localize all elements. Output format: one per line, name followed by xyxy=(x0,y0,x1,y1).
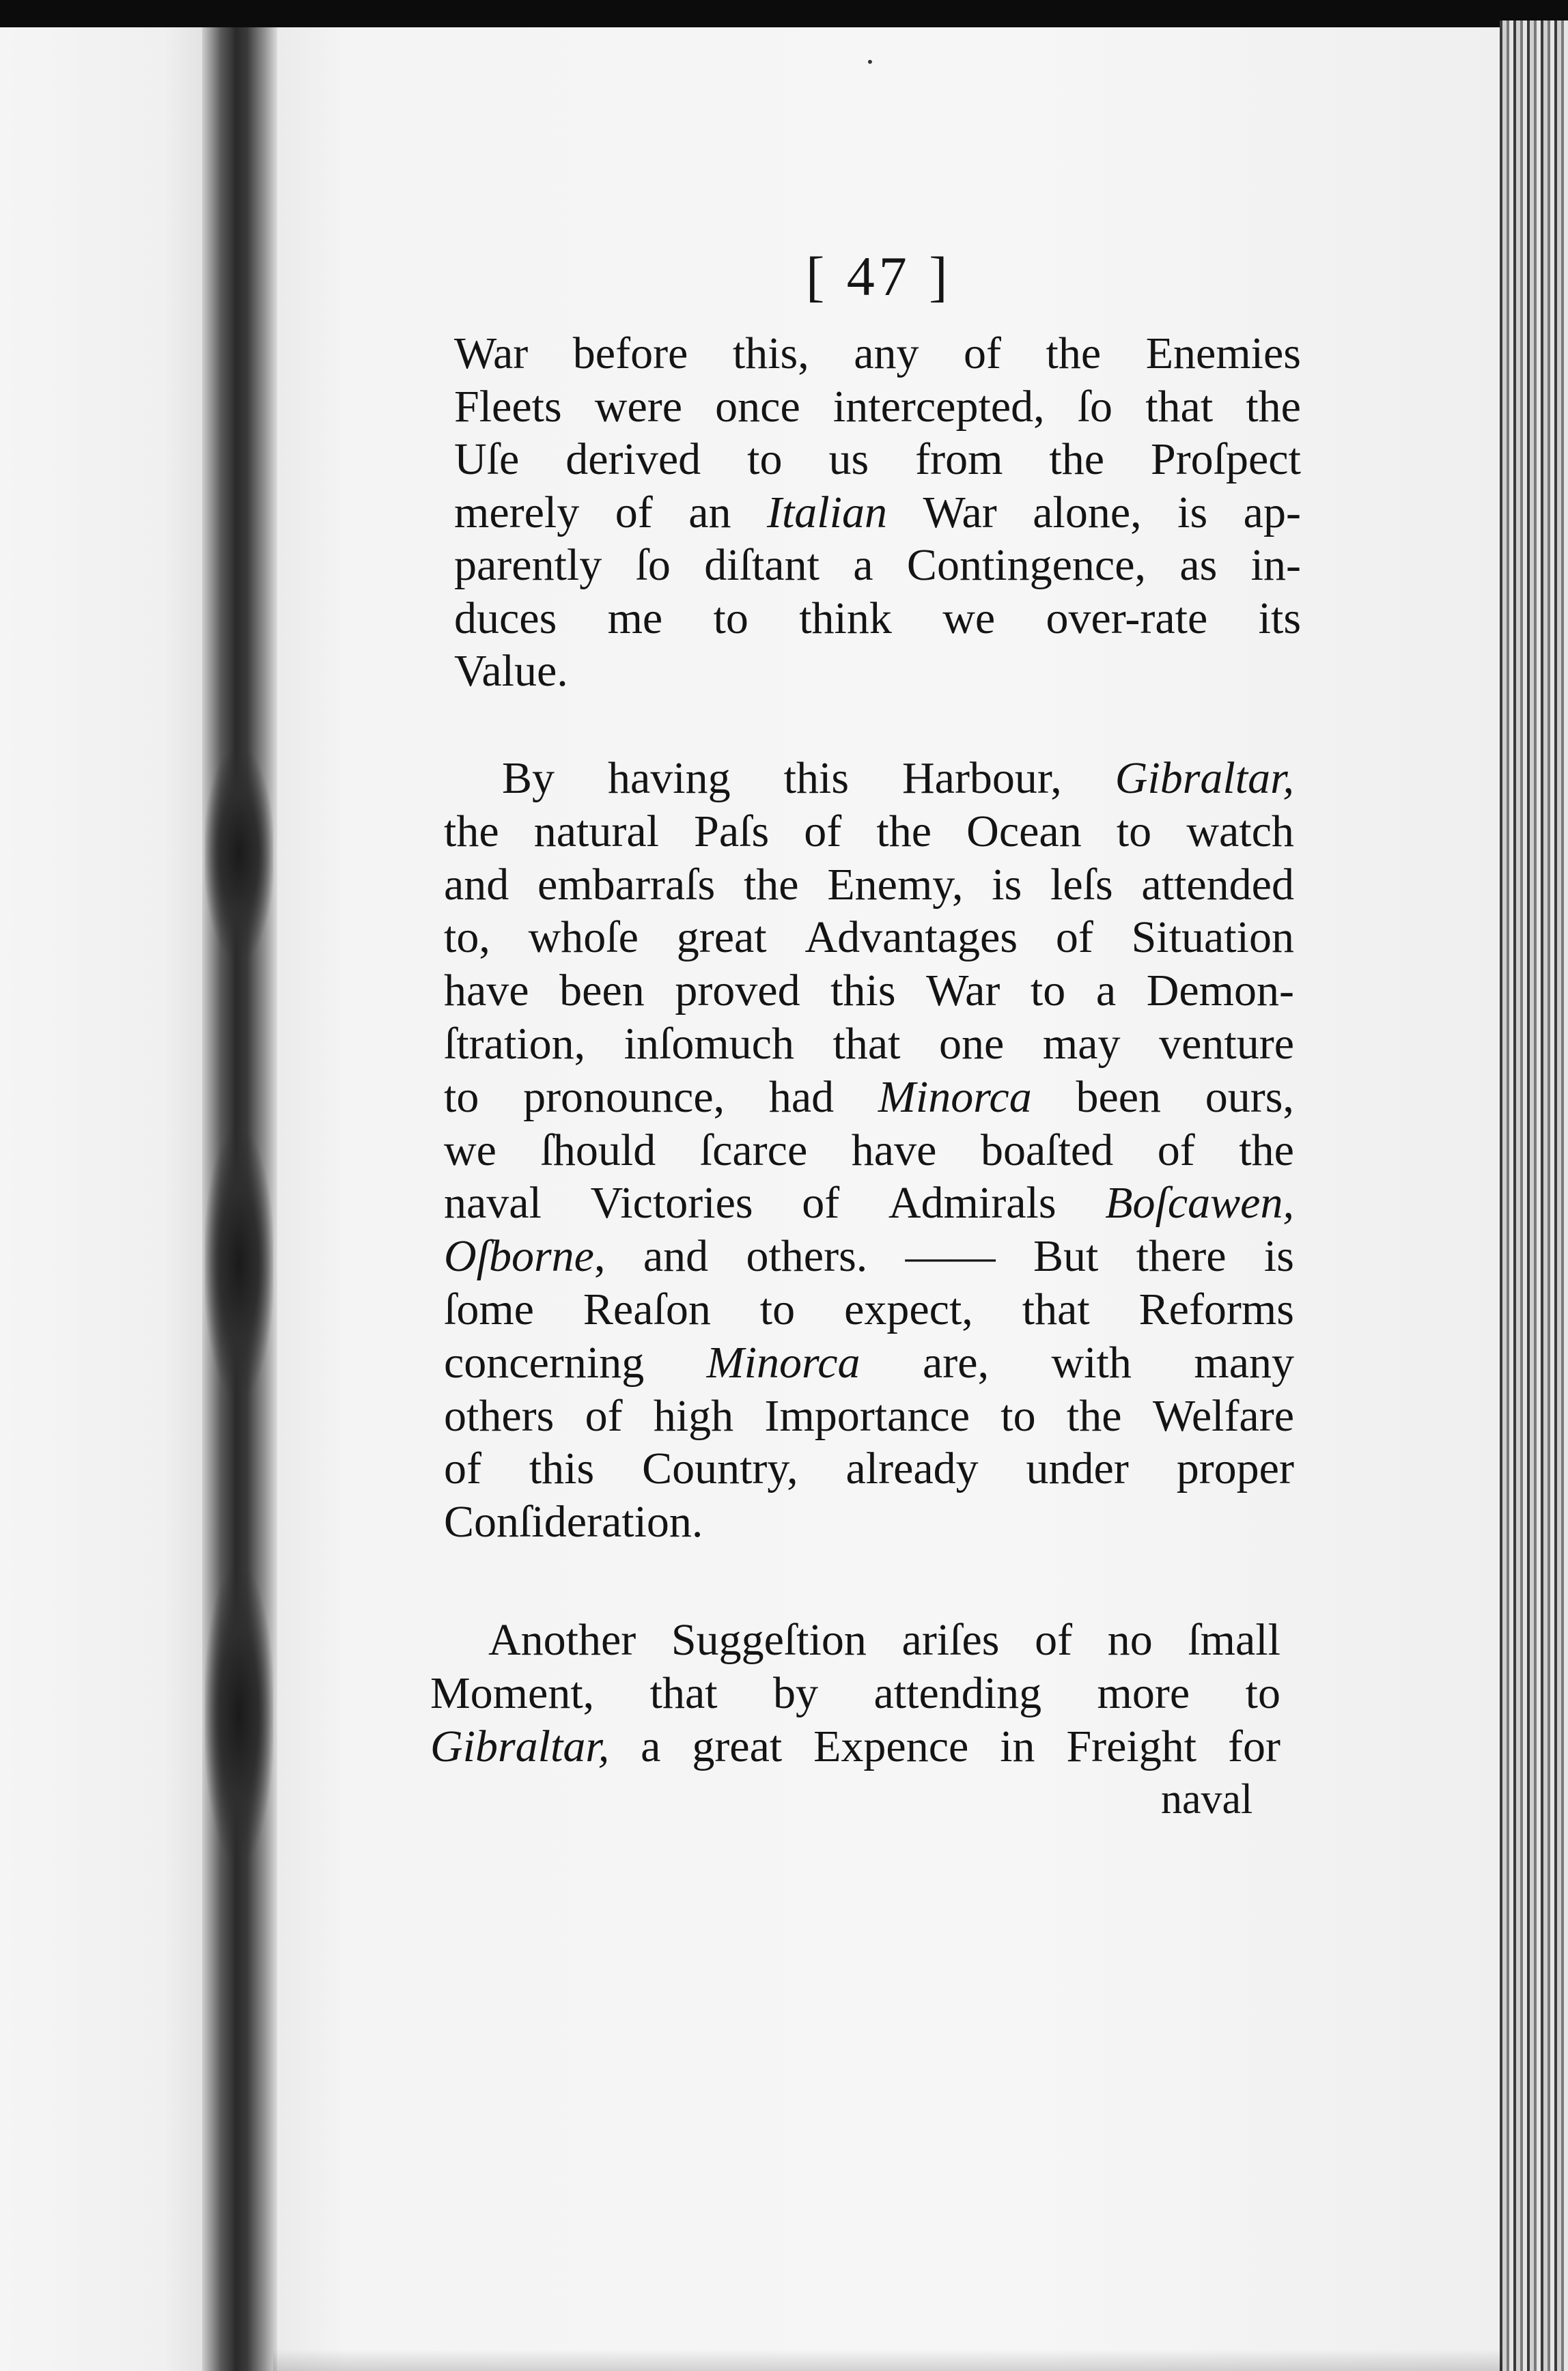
text-line xyxy=(444,1017,1294,1071)
word: the xyxy=(1066,1390,1122,1441)
top-scan-edge xyxy=(0,0,1568,27)
word: the xyxy=(1049,434,1105,484)
word: Conſideration. xyxy=(444,1497,703,1547)
word: of xyxy=(1157,1125,1195,1175)
word: we xyxy=(444,1125,496,1175)
word: that xyxy=(1145,381,1214,432)
word: great xyxy=(692,1722,783,1771)
word: War xyxy=(454,328,529,378)
word: the xyxy=(1239,1125,1294,1175)
word: by xyxy=(773,1668,819,1718)
word: as xyxy=(1179,540,1218,590)
word: Proſpect xyxy=(1150,434,1301,484)
word: more xyxy=(1097,1668,1190,1718)
text-line xyxy=(444,804,1294,859)
word: with xyxy=(1051,1337,1132,1388)
text-line xyxy=(454,432,1301,487)
word: ſmall xyxy=(1188,1615,1280,1665)
word: Fleets xyxy=(454,381,562,432)
text-line xyxy=(444,858,1294,912)
word: me xyxy=(607,593,663,643)
word: that xyxy=(649,1668,718,1718)
word: of xyxy=(804,806,842,856)
text-line xyxy=(444,1229,1294,1284)
word: ariſes xyxy=(901,1615,1000,1665)
word: Victories xyxy=(590,1178,753,1229)
word: to xyxy=(1000,1390,1036,1441)
word: of xyxy=(1055,912,1093,963)
word: to, xyxy=(444,912,490,963)
word: diſtant xyxy=(704,540,820,590)
word: Importance xyxy=(764,1390,970,1441)
word: naval xyxy=(444,1178,542,1229)
word: this xyxy=(529,1444,595,1494)
word: in- xyxy=(1250,540,1301,590)
word: high xyxy=(653,1390,734,1441)
text-line xyxy=(502,751,1294,806)
word: before xyxy=(572,328,688,378)
word: Freight xyxy=(1066,1722,1197,1771)
text-line xyxy=(444,1389,1294,1444)
word: venture xyxy=(1159,1019,1294,1069)
word: pronounce, xyxy=(523,1071,725,1122)
word: merely xyxy=(454,487,580,537)
word: we xyxy=(942,593,996,643)
text-line xyxy=(454,380,1301,434)
word: embarraſs xyxy=(537,859,716,910)
word: ſome xyxy=(444,1285,534,1334)
word: intercepted, xyxy=(832,381,1045,432)
facing-blank-page xyxy=(0,27,205,2371)
word: parently xyxy=(454,540,602,590)
word: had xyxy=(768,1071,835,1122)
word: Reforms xyxy=(1138,1285,1294,1334)
word: a xyxy=(1095,966,1117,1016)
word: been xyxy=(1076,1071,1162,1122)
text-line xyxy=(444,964,1294,1018)
text-line xyxy=(444,910,1294,965)
word: derived xyxy=(565,434,701,484)
word: —— xyxy=(905,1231,996,1282)
word: proved xyxy=(675,966,800,1016)
word: attended xyxy=(1141,859,1294,910)
word: Expence xyxy=(813,1722,969,1771)
word: natural xyxy=(533,806,660,856)
word: from xyxy=(915,434,1003,484)
text-line xyxy=(488,1613,1280,1668)
word: Country, xyxy=(642,1444,798,1494)
word: expect, xyxy=(844,1285,973,1334)
word: Minorca xyxy=(878,1071,1032,1122)
text-line xyxy=(454,591,1301,646)
word: there xyxy=(1136,1231,1227,1282)
word: Value. xyxy=(454,646,568,696)
word: of xyxy=(585,1390,623,1441)
text-line xyxy=(444,1495,1294,1549)
word: But xyxy=(1033,1231,1099,1282)
word: Advantages xyxy=(804,912,1018,963)
word: one xyxy=(939,1019,1005,1069)
gutter-ink-blot xyxy=(205,751,273,956)
word: boaſted xyxy=(980,1125,1114,1175)
word: a xyxy=(853,540,873,590)
word: the xyxy=(1246,381,1301,432)
word: a xyxy=(641,1722,661,1771)
word: attending xyxy=(873,1668,1042,1718)
text-line xyxy=(444,1442,1294,1496)
text-line xyxy=(444,1123,1294,1178)
word: Contingence, xyxy=(906,540,1146,590)
word: others. xyxy=(746,1231,868,1282)
word: great xyxy=(676,912,767,963)
word: Minorca xyxy=(706,1337,860,1388)
word: Enemies xyxy=(1145,328,1301,378)
catchword: naval xyxy=(1161,1776,1253,1823)
word: to xyxy=(1116,806,1152,856)
text-line xyxy=(454,644,1301,699)
word: its xyxy=(1258,593,1301,643)
word: are, xyxy=(923,1337,990,1388)
word: By xyxy=(502,753,555,803)
word: Harbour, xyxy=(901,753,1062,803)
word: having xyxy=(608,753,731,803)
word: have xyxy=(851,1125,937,1175)
word: Boſcawen, xyxy=(1105,1178,1294,1229)
word: ſo xyxy=(1077,381,1113,432)
word: Another xyxy=(488,1615,636,1665)
word: is xyxy=(1177,487,1208,537)
word: Welfare xyxy=(1152,1390,1294,1441)
gutter-ink-blot xyxy=(205,1134,273,1393)
word: to xyxy=(444,1071,479,1122)
word: an xyxy=(688,487,731,537)
word: Ocean xyxy=(966,806,1082,856)
word: were xyxy=(594,381,683,432)
word: any xyxy=(854,328,919,378)
word: of xyxy=(802,1178,840,1229)
word: this xyxy=(783,753,849,803)
word: Italian xyxy=(766,487,887,537)
word: the xyxy=(1046,328,1102,378)
word: have xyxy=(444,966,529,1016)
gutter-ink-blot xyxy=(205,1571,273,1857)
word: Gibraltar, xyxy=(430,1722,610,1771)
word: Reaſon xyxy=(583,1285,711,1334)
word: for xyxy=(1227,1722,1280,1771)
text-line xyxy=(444,1070,1294,1125)
word: is xyxy=(992,859,1022,910)
word: proper xyxy=(1176,1444,1294,1494)
word: over-rate xyxy=(1046,593,1208,643)
word: that xyxy=(832,1019,901,1069)
text-line xyxy=(444,1282,1294,1337)
word: inſomuch xyxy=(624,1019,794,1069)
word: others xyxy=(444,1390,555,1441)
word: Situation xyxy=(1131,912,1294,963)
word: to xyxy=(1030,966,1066,1016)
word: of xyxy=(964,328,1002,378)
word: ſo xyxy=(635,540,671,590)
word: been xyxy=(559,966,645,1016)
word: Moment, xyxy=(430,1668,595,1718)
word: Suggeſtion xyxy=(671,1615,867,1665)
word: once xyxy=(715,381,800,432)
text-line xyxy=(430,1666,1280,1721)
word: ap- xyxy=(1243,487,1301,537)
word: Gibraltar, xyxy=(1115,753,1294,803)
text-line xyxy=(454,326,1301,381)
word: Enemy, xyxy=(827,859,964,910)
word: duces xyxy=(454,593,557,643)
word: of xyxy=(1035,1615,1073,1665)
word: is xyxy=(1263,1231,1294,1282)
word: ours, xyxy=(1205,1071,1294,1122)
word: this xyxy=(830,966,896,1016)
word: may xyxy=(1042,1019,1121,1069)
word: ſcarce xyxy=(699,1125,808,1175)
word: watch xyxy=(1186,806,1294,856)
text-line xyxy=(444,1336,1294,1390)
word: the xyxy=(444,806,499,856)
word: of xyxy=(444,1444,481,1494)
page-edges xyxy=(1500,20,1568,2371)
word: Uſe xyxy=(454,434,520,484)
word: Paſs xyxy=(694,806,770,856)
word: to xyxy=(1245,1668,1280,1718)
word: War xyxy=(926,966,1000,1016)
word: the xyxy=(743,859,799,910)
word: alone, xyxy=(1033,487,1142,537)
word: concerning xyxy=(444,1337,645,1388)
word: Demon- xyxy=(1146,966,1294,1016)
word: us xyxy=(828,434,869,484)
word: already xyxy=(845,1444,979,1494)
word: in xyxy=(1000,1722,1035,1771)
word: and xyxy=(643,1231,709,1282)
word: think xyxy=(799,593,892,643)
word: and xyxy=(444,859,509,910)
word: leſs xyxy=(1050,859,1113,910)
word: this, xyxy=(732,328,809,378)
word: of xyxy=(615,487,653,537)
word: Oſborne, xyxy=(444,1231,606,1282)
binding-mark: · xyxy=(864,42,876,81)
word: the xyxy=(876,806,932,856)
word: to xyxy=(747,434,783,484)
page-number-header: [ 47 ] xyxy=(806,245,952,307)
word: ſhould xyxy=(540,1125,656,1175)
word: whoſe xyxy=(528,912,639,963)
word: no xyxy=(1107,1615,1153,1665)
word: ſtration, xyxy=(444,1019,586,1069)
text-line xyxy=(444,1176,1294,1231)
word: to xyxy=(759,1285,796,1334)
bottom-shadow xyxy=(273,2349,1502,2371)
text-line xyxy=(454,486,1301,540)
word: to xyxy=(713,593,748,643)
word: that xyxy=(1022,1285,1090,1334)
text-line xyxy=(430,1720,1280,1774)
word: Admirals xyxy=(888,1178,1056,1229)
text-line xyxy=(454,538,1301,593)
word: under xyxy=(1026,1444,1129,1494)
word: War xyxy=(923,487,997,537)
word: many xyxy=(1194,1337,1294,1388)
